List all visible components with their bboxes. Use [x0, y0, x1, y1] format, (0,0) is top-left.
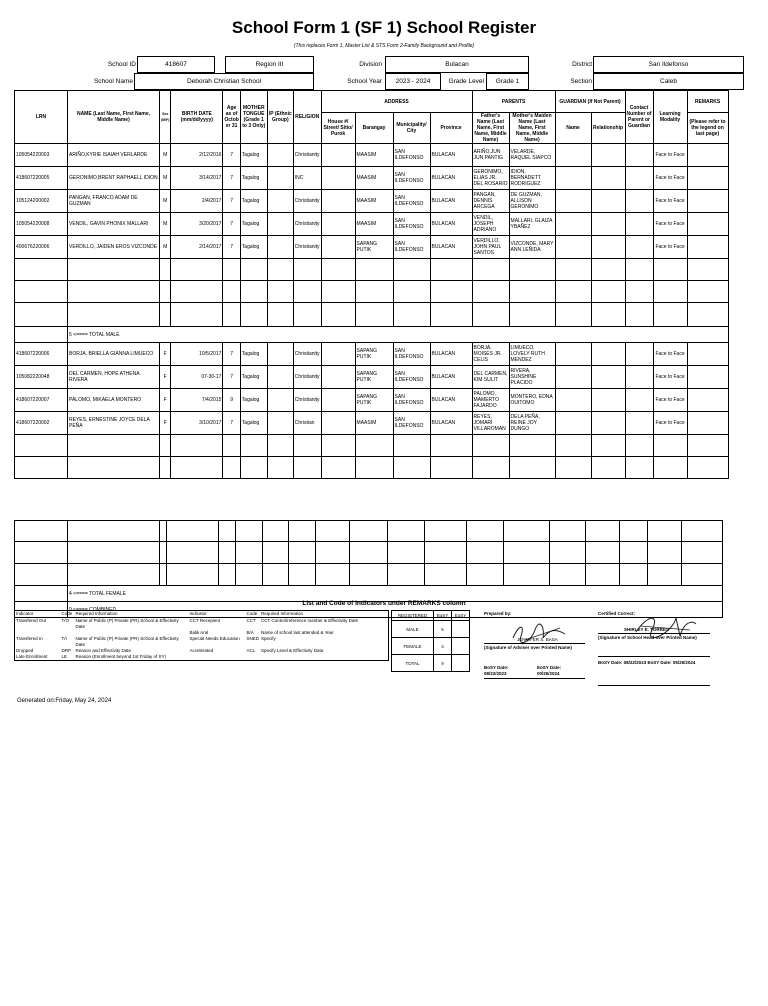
- cell-empty: [687, 412, 728, 435]
- cell-sex: M: [160, 236, 171, 259]
- indicator-cell: Specify: [261, 636, 276, 641]
- cell-barangay: SAPANG PUTIK: [355, 236, 393, 259]
- cell-lrn: 418607220002: [15, 412, 68, 435]
- indicator-cell: [260, 654, 388, 661]
- indicator-h2: Code: [61, 611, 73, 616]
- eosy-date: 00/26/2024: [537, 671, 560, 676]
- cell-religion: Christianity: [293, 389, 321, 412]
- cell-mother: MONTERO, EDNA OUITOMO: [509, 389, 555, 412]
- cell-province: BULACAN: [430, 167, 472, 190]
- cell-empty: [555, 389, 591, 412]
- lrn-header: LRN: [15, 91, 68, 144]
- cell-age: 7: [223, 213, 240, 236]
- cell-municipality: SAN ILDEFONSO: [393, 366, 430, 389]
- cell-lrn: 418607220006: [15, 343, 68, 366]
- cell-empty: [591, 412, 625, 435]
- cell-province: BULACAN: [430, 412, 472, 435]
- cell-empty: [591, 190, 625, 213]
- cell-province: BULACAN: [430, 213, 472, 236]
- address-header: ADDRESS: [321, 91, 472, 113]
- student-row: [15, 144, 729, 167]
- cell-lrn: 105054220008: [15, 213, 68, 236]
- cell-province: BULACAN: [430, 144, 472, 167]
- barangay-header: Barangay: [355, 113, 393, 144]
- cell-tongue: Tagalog: [240, 144, 267, 167]
- indicator-cell: LE: [61, 654, 68, 659]
- cell-empty: [591, 213, 625, 236]
- cell-empty: [555, 412, 591, 435]
- cell-modality: Face to Face: [653, 144, 687, 167]
- certified-date-line-top: [598, 656, 710, 657]
- cell-house: [321, 190, 355, 213]
- cell-province: BULACAN: [430, 366, 472, 389]
- adviser-line: [484, 643, 585, 644]
- cell-empty: [591, 389, 625, 412]
- cell-age: 7: [223, 236, 240, 259]
- cell-name: PALOMO, MIKAELA MONTERO: [68, 389, 160, 412]
- cell-barangay: SAPANG PUTIK: [355, 366, 393, 389]
- page-title: School Form 1 (SF 1) School Register: [231, 18, 537, 37]
- cell-tongue: Tagalog: [240, 190, 267, 213]
- cell-father: BORJA, MOISES JR. CELIS: [472, 343, 509, 366]
- cell-sex: F: [160, 412, 171, 435]
- summary-total-bosy: 9: [434, 655, 452, 672]
- cell-ip: [267, 144, 293, 167]
- cell-empty: [687, 213, 728, 236]
- certified-label: Certified Correct:: [598, 611, 636, 616]
- cell-sex: M: [160, 167, 171, 190]
- indicator-cell: Reason and Effectivity Date: [75, 648, 131, 653]
- cell-bdate: 3/14/2017: [171, 167, 223, 190]
- age-header: Age as of Octob er 31: [223, 91, 240, 144]
- cell-municipality: SAN ILDEFONSO: [393, 167, 430, 190]
- cell-religion: Christianity: [293, 343, 321, 366]
- cell-empty: [687, 389, 728, 412]
- student-row: [15, 366, 729, 389]
- cell-ip: [267, 412, 293, 435]
- cell-bdate: 3/20/2017: [171, 213, 223, 236]
- summary-h1: REGISTERED: [392, 611, 434, 621]
- cell-mother: DELA PEÑA, REINE JOY DUNGO: [509, 412, 555, 435]
- province-header: Province: [430, 113, 472, 144]
- cell-bdate: 10/5/2017: [171, 343, 223, 366]
- cell-bdate: 07-30-17: [171, 366, 223, 389]
- cell-mother: LIMUECO, LOVELY RUTH MENDEZ: [509, 343, 555, 366]
- cell-ip: [267, 190, 293, 213]
- cell-tongue: Tagalog: [240, 366, 267, 389]
- summary-male-bosy: 5: [434, 621, 452, 638]
- guardian-header: GUARDIAN (If Not Parent): [555, 91, 625, 113]
- cell-empty: [687, 167, 728, 190]
- cell-religion: Christianity: [293, 366, 321, 389]
- cell-house: [321, 213, 355, 236]
- cell-modality: Face to Face: [653, 389, 687, 412]
- page-subtitle: (This replaces Form 1, Master List & STS Form 2-Family Background and Profile): [293, 43, 475, 49]
- cell-modality: Face to Face: [653, 412, 687, 435]
- legend-title: List and Code of Indicators under REMARKS column: [302, 600, 466, 607]
- cell-age: 7: [223, 167, 240, 190]
- remarks-note: (Please refer to the legend on last page): [687, 113, 728, 144]
- cell-modality: Face to Face: [653, 213, 687, 236]
- eosy-date-label: EoSY Date:: [537, 665, 562, 670]
- cell-province: BULACAN: [430, 190, 472, 213]
- indicator-cell: CCT Recepient: [189, 618, 221, 623]
- cell-father: DEL CARMEN, KIM SULIT: [472, 366, 509, 389]
- cell-father: VENDIL, JOSEPH ADRIANO: [472, 213, 509, 236]
- cell-father: GERONIMO, ELIAS JR. DEL ROSARIO: [472, 167, 509, 190]
- region-value: Region III: [225, 56, 314, 73]
- cell-tongue: Tagalog: [240, 213, 267, 236]
- cell-empty: [625, 389, 653, 412]
- student-row: [15, 167, 729, 190]
- cell-name: GERONIMO,BRENT RAPHAELL IDION: [68, 167, 160, 190]
- indicator-cell: Accelerated: [189, 648, 214, 653]
- indicator-cell: SNED: [246, 636, 260, 641]
- combined-count: 9: [69, 606, 72, 613]
- cell-mother: VIZCONDE, MARY ANN LEÑIDA: [509, 236, 555, 259]
- cell-empty: [625, 144, 653, 167]
- ip-header: IP (Ethnic Group): [267, 91, 293, 144]
- bosy-date: 08/22/2023: [484, 671, 507, 676]
- cell-municipality: SAN ILDEFONSO: [393, 343, 430, 366]
- cell-barangay: SAPANG PUTIK: [355, 343, 393, 366]
- cell-sex: M: [160, 144, 171, 167]
- cell-empty: [555, 190, 591, 213]
- indicator-cell: B/A: [246, 630, 254, 635]
- indicator-cell: Reason (Enrollment beyond 1st Friday of SY): [75, 654, 167, 659]
- cell-municipality: SAN ILDEFONSO: [393, 389, 430, 412]
- cell-municipality: SAN ILDEFONSO: [393, 236, 430, 259]
- indicator-cell: [246, 654, 261, 661]
- cell-religion: Christianity: [293, 236, 321, 259]
- division-value: Bulacan: [385, 56, 529, 73]
- register-table: [14, 90, 729, 479]
- cell-house: [321, 343, 355, 366]
- cell-empty: [687, 366, 728, 389]
- mother-header: Mother's Maiden Name (Last Name, First Name, Middle Name): [509, 113, 555, 144]
- cell-barangay: MAASIM: [355, 144, 393, 167]
- cell-religion: Christianity: [293, 213, 321, 236]
- cell-empty: [591, 366, 625, 389]
- adviser-caption: (Signature of Adviser over Printed Name): [484, 645, 572, 650]
- cell-bdate: 2/14/2017: [171, 236, 223, 259]
- cell-house: [321, 412, 355, 435]
- indicator-h5: Code: [246, 611, 258, 616]
- cell-lrn: 105124200002: [15, 190, 68, 213]
- name-header: NAME (Last Name, First Name, Middle Name): [68, 91, 160, 144]
- student-row: [15, 236, 729, 259]
- section-value: Caleb: [593, 73, 744, 90]
- cell-empty: [687, 236, 728, 259]
- cell-empty: [625, 213, 653, 236]
- indicator-cell: CCT: [246, 618, 256, 623]
- indicator-cell: Name of school last attended & Year: [261, 630, 334, 635]
- summary-male-label: MALE: [392, 621, 434, 638]
- head-name: SHIRLEY E. TORRES: [624, 627, 669, 632]
- cell-ip: [267, 167, 293, 190]
- cell-tongue: Tagalog: [240, 412, 267, 435]
- cell-barangay: MAASIM: [355, 213, 393, 236]
- cell-modality: Face to Face: [653, 167, 687, 190]
- cell-modality: Face to Face: [653, 190, 687, 213]
- cell-mother: IDION, BERNADETT RODRIGUEZ: [509, 167, 555, 190]
- mother-tongue-header: MOTHER TONGUE (Grade 1 to 3 Only): [240, 91, 267, 144]
- cell-barangay: SAPANG PUTIK: [355, 389, 393, 412]
- indicator-cell: ACL: [246, 648, 256, 653]
- cell-empty: [625, 236, 653, 259]
- cell-house: [321, 236, 355, 259]
- indicator-cell: Balik Aral: [189, 630, 209, 635]
- modality-header: Learning Modality: [653, 91, 687, 144]
- certified-dates: BoSY Date: 08/22/2023 EoSY Date: 05/26/2024: [598, 660, 696, 665]
- parents-header: PARENTS: [472, 91, 555, 113]
- cell-empty: [591, 236, 625, 259]
- school-name-value: Deborah Christian School: [134, 73, 314, 90]
- prepared-date-line: [484, 678, 585, 679]
- cell-ip: [267, 213, 293, 236]
- cell-barangay: MAASIM: [355, 190, 393, 213]
- indicator-table: [14, 610, 389, 661]
- cell-house: [321, 167, 355, 190]
- cell-ip: [267, 366, 293, 389]
- cell-empty: [687, 190, 728, 213]
- summary-female-bosy: 4: [434, 638, 452, 655]
- cell-tongue: Tagalog: [240, 389, 267, 412]
- cell-sex: F: [160, 389, 171, 412]
- head-line: [598, 633, 710, 634]
- cell-empty: [555, 144, 591, 167]
- cell-bdate: 7/4/2015: [171, 389, 223, 412]
- division-label: Division: [359, 61, 382, 68]
- cell-lrn: 400676220006: [15, 236, 68, 259]
- cell-barangay: MAASIM: [355, 412, 393, 435]
- cell-sex: F: [160, 366, 171, 389]
- indicator-cell: DRP: [61, 648, 72, 653]
- school-id-label: School ID: [107, 61, 136, 68]
- cell-municipality: SAN ILDEFONSO: [393, 190, 430, 213]
- cell-house: [321, 366, 355, 389]
- sex-header: Sex (M/F): [160, 91, 171, 144]
- summary-total-label: TOTAL: [392, 655, 434, 672]
- cell-lrn: 418607220005: [15, 167, 68, 190]
- student-row: [15, 343, 729, 366]
- indicator-cell: [189, 654, 246, 661]
- total-female-label: <==== TOTAL FEMALE: [73, 590, 126, 597]
- religion-header: RELIGION: [293, 91, 321, 144]
- school-year-value: 2023 - 2024: [385, 73, 441, 90]
- indicator-h3: Required Information: [75, 611, 118, 616]
- cell-mother: RIVERA, SUNSHINE PLACIDO: [509, 366, 555, 389]
- cell-empty: [591, 343, 625, 366]
- cell-father: PALOMO, MAMERTO FAJARDO: [472, 389, 509, 412]
- bosy-date-label: BoSY Date:: [484, 665, 509, 670]
- cell-bdate: 2/12/2016: [171, 144, 223, 167]
- indicator-cell: Dropped: [16, 648, 34, 653]
- indicator-cell: Late Enrollment: [16, 654, 48, 659]
- cell-modality: Face to Face: [653, 343, 687, 366]
- total-female-count: 4: [69, 590, 72, 597]
- cell-empty: [687, 343, 728, 366]
- student-row: [15, 412, 729, 435]
- municipality-header: Municipality/ City: [393, 113, 430, 144]
- indicator-cell: Special Needs Education: [189, 636, 240, 641]
- indicator-cell: Name of Public (P) Private (PR) School & Effectivity Date: [75, 618, 179, 629]
- indicator-cell: T/O: [61, 618, 69, 623]
- indicator-cell: Name of Public (P) Private (PR) School & Effectivity Date: [75, 636, 179, 647]
- adviser-name: JENNIFER S. BASA: [517, 637, 558, 642]
- total-male-row: [68, 327, 729, 343]
- grade-level-value: Grade 1: [486, 73, 529, 90]
- cell-father: VERDILLO, JOHN PAUL SANTOS: [472, 236, 509, 259]
- cell-bdate: 2/4/2017: [171, 190, 223, 213]
- cell-name: VERDILLO, JAIDEN EROS VIZCONDE: [68, 236, 160, 259]
- indicator-row: [15, 654, 389, 661]
- cell-lrn: 105082220048: [15, 366, 68, 389]
- section-label: Section: [570, 78, 592, 85]
- cell-father: PANGAN, DENNIS ARCEGA: [472, 190, 509, 213]
- cell-modality: Face to Face: [653, 236, 687, 259]
- district-label: District: [572, 61, 592, 68]
- cell-name: PANGAN, FRANCO ADAM DE GUZMAN: [68, 190, 160, 213]
- district-value: San Ildefonso: [593, 56, 744, 73]
- indicator-row: [15, 636, 389, 648]
- guardian-name-header: Name: [555, 113, 591, 144]
- father-header: Father's Name (Last Name, First Name, Middle Name): [472, 113, 509, 144]
- cell-name: REYES, ERNESTINE JOYCE DELA PEÑA: [68, 412, 160, 435]
- generated-on: Generated on:Friday, May 24, 2024: [17, 698, 112, 704]
- cell-ip: [267, 236, 293, 259]
- cell-province: BULACAN: [430, 389, 472, 412]
- cell-sex: F: [160, 343, 171, 366]
- cell-empty: [625, 167, 653, 190]
- cell-father: ARIÑO,JUN JUN PANTIG: [472, 144, 509, 167]
- student-row: [15, 213, 729, 236]
- cell-empty: [687, 144, 728, 167]
- cell-province: BULACAN: [430, 343, 472, 366]
- cell-empty: [625, 412, 653, 435]
- student-row: [15, 389, 729, 412]
- combined-label: <==== COMBINED: [73, 606, 117, 613]
- summary-table: [391, 610, 470, 672]
- certified-date-line: [598, 685, 710, 686]
- cell-religion: Christianity: [293, 190, 321, 213]
- cell-empty: [591, 167, 625, 190]
- cell-sex: M: [160, 190, 171, 213]
- cell-age: 7: [223, 190, 240, 213]
- cell-house: [321, 144, 355, 167]
- indicator-h6: Required Information: [261, 611, 304, 616]
- cell-empty: [555, 343, 591, 366]
- cell-empty: [591, 144, 625, 167]
- school-year-label: School Year: [347, 78, 382, 85]
- cell-name: ARIÑO,KYRIE ISAIAH VERLARDE: [68, 144, 160, 167]
- indicator-cell: Transfered Out: [16, 618, 47, 623]
- cell-age: 9: [223, 389, 240, 412]
- cell-ip: [267, 343, 293, 366]
- cell-religion: INC: [293, 167, 321, 190]
- cell-mother: VELARDE, RAQUEL SIAPCO: [509, 144, 555, 167]
- cell-age: 7: [223, 144, 240, 167]
- cell-tongue: Tagalog: [240, 343, 267, 366]
- cell-barangay: MAASIM: [355, 167, 393, 190]
- head-caption: (Signature of School Head over Printed Name): [598, 635, 697, 640]
- cell-mother: MALLARI, GLAIZA YBAÑEZ: [509, 213, 555, 236]
- cell-religion: Christian: [293, 412, 321, 435]
- cell-religion: Christianity: [293, 144, 321, 167]
- indicator-cell: Specify Level & Effectivity Data: [261, 648, 324, 653]
- cell-empty: [625, 190, 653, 213]
- total-male-count: 5: [69, 331, 72, 338]
- indicator-cell: Transfered In: [16, 636, 43, 641]
- house-header: House #/ Street/ Sitio/ Purok: [321, 113, 355, 144]
- contact-header: Contact Number of Parent or Guardian: [625, 91, 653, 144]
- cell-empty: [625, 366, 653, 389]
- grade-level-label: Grade Level: [448, 78, 484, 85]
- indicator-h4: Indicator: [189, 611, 207, 616]
- summary-h2: BoSY: [434, 611, 452, 621]
- cell-lrn: 418607220007: [15, 389, 68, 412]
- cell-age: 7: [223, 343, 240, 366]
- prepared-by-label: Prepared by:: [484, 611, 512, 616]
- cell-lrn: 105054220003: [15, 144, 68, 167]
- cell-empty: [555, 236, 591, 259]
- cell-father: REYES, JOMARI VILLAROMAN: [472, 412, 509, 435]
- cell-mother: DE GUZMAN, ALLISON GERONIMO: [509, 190, 555, 213]
- cell-bdate: 3/10/2017: [171, 412, 223, 435]
- cell-tongue: Tagalog: [240, 236, 267, 259]
- cell-municipality: SAN ILDEFONSO: [393, 412, 430, 435]
- cell-modality: Face to Face: [653, 366, 687, 389]
- cell-empty: [555, 213, 591, 236]
- summary-female-label: FEMALE: [392, 638, 434, 655]
- cell-sex: M: [160, 213, 171, 236]
- cell-ip: [267, 389, 293, 412]
- cell-tongue: Tagalog: [240, 167, 267, 190]
- cell-name: BORJA, BRIELLA GIANNA LIMUECO: [68, 343, 160, 366]
- school-name-label: School Name: [93, 78, 133, 85]
- cell-empty: [555, 366, 591, 389]
- school-id-value: 418607: [137, 56, 215, 73]
- cell-municipality: SAN ILDEFONSO: [393, 144, 430, 167]
- guardian-relationship-header: Relationship: [591, 113, 625, 144]
- indicator-row: [15, 618, 389, 631]
- cell-municipality: SAN ILDEFONSO: [393, 213, 430, 236]
- cell-empty: [625, 343, 653, 366]
- student-row: [15, 190, 729, 213]
- cell-empty: [555, 167, 591, 190]
- birth-date-header: BIRTH DATE (mm/dd/yyyy): [171, 91, 223, 144]
- summary-h3: EoSY: [452, 611, 470, 621]
- cell-name: VENDIL, GAVIN PHONIX MALLARI: [68, 213, 160, 236]
- cell-age: 7: [223, 412, 240, 435]
- cell-age: 7: [223, 366, 240, 389]
- indicator-h1: Indicator: [16, 611, 34, 616]
- cell-name: DEL CARMEN, HOPE ATHENA RIVERA: [68, 366, 160, 389]
- indicator-cell: T/I: [61, 636, 67, 641]
- total-male-label: <==== TOTAL MALE: [73, 331, 120, 338]
- cell-house: [321, 389, 355, 412]
- indicator-cell: CCT Control/reference number & Effectivity Date: [261, 618, 359, 623]
- remarks-header: REMARKS: [687, 91, 728, 113]
- cell-province: BULACAN: [430, 236, 472, 259]
